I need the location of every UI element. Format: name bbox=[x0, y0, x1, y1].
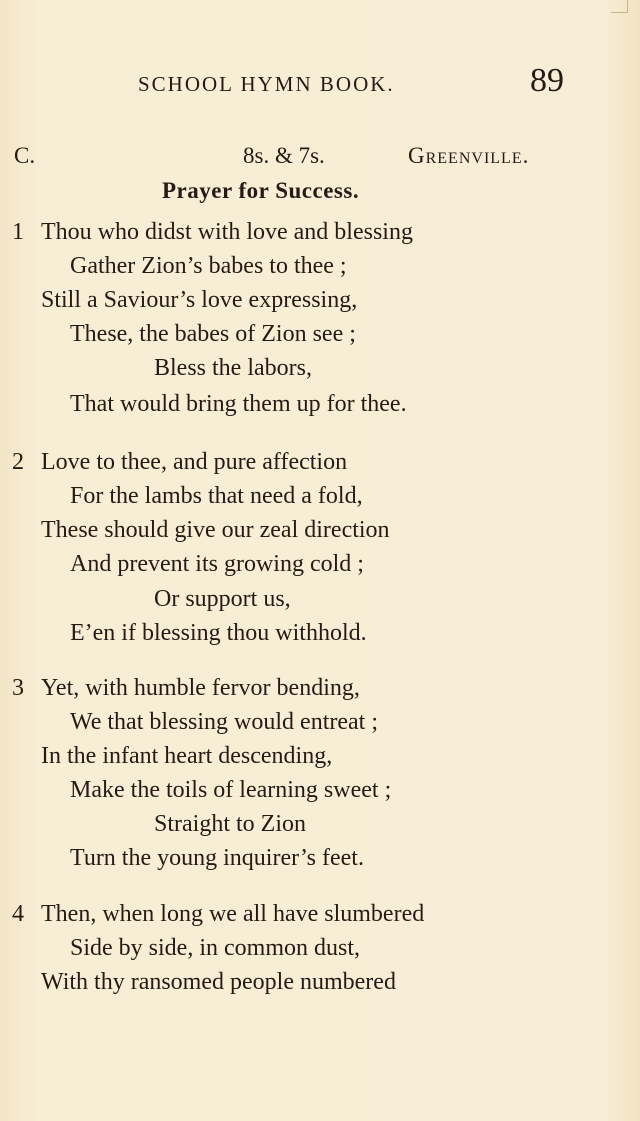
verse-line: With thy ransomed people numbered bbox=[41, 969, 396, 995]
verse-line: Or support us, bbox=[154, 586, 291, 612]
page-corner-mark bbox=[611, 0, 628, 13]
hymn-meter: 8s. & 7s. bbox=[243, 143, 325, 168]
stanza-number: 4 bbox=[12, 901, 24, 927]
verse-line: In the infant heart descending, bbox=[41, 743, 333, 769]
hymn-tune-name: Greenville. bbox=[408, 143, 530, 168]
verse-line: Turn the young inquirer’s feet. bbox=[70, 845, 364, 871]
verse-line: And prevent its growing cold ; bbox=[70, 551, 364, 577]
verse-line: Straight to Zion bbox=[154, 811, 306, 837]
running-head: SCHOOL HYMN BOOK. bbox=[138, 72, 395, 96]
stanza-number: 1 bbox=[12, 219, 24, 245]
verse-line: Thou who didst with love and blessing bbox=[41, 219, 413, 245]
verse-line: These, the babes of Zion see ; bbox=[70, 321, 356, 347]
stanza-number: 2 bbox=[12, 449, 24, 475]
verse-line: Side by side, in common dust, bbox=[70, 935, 360, 961]
stanza-number: 3 bbox=[12, 675, 24, 701]
verse-line: Yet, with humble fervor bending, bbox=[41, 675, 360, 701]
verse-line: Gather Zion’s babes to thee ; bbox=[70, 253, 347, 279]
page-number: 89 bbox=[530, 62, 564, 99]
verse-line: Bless the labors, bbox=[154, 355, 312, 381]
hymn-key: C. bbox=[14, 143, 36, 168]
verse-line: That would bring them up for thee. bbox=[70, 391, 407, 417]
hymn-title: Prayer for Success. bbox=[162, 178, 360, 203]
verse-line: Love to thee, and pure affection bbox=[41, 449, 348, 475]
verse-line: Still a Saviour’s love expressing, bbox=[41, 287, 358, 313]
verse-line: Then, when long we all have slumbered bbox=[41, 901, 425, 927]
verse-line: Make the toils of learning sweet ; bbox=[70, 777, 392, 803]
verse-line: For the lambs that need a fold, bbox=[70, 483, 363, 509]
verse-line: These should give our zeal direction bbox=[41, 517, 390, 543]
verse-line: E’en if blessing thou withhold. bbox=[70, 620, 367, 646]
verse-line: We that blessing would entreat ; bbox=[70, 709, 378, 735]
